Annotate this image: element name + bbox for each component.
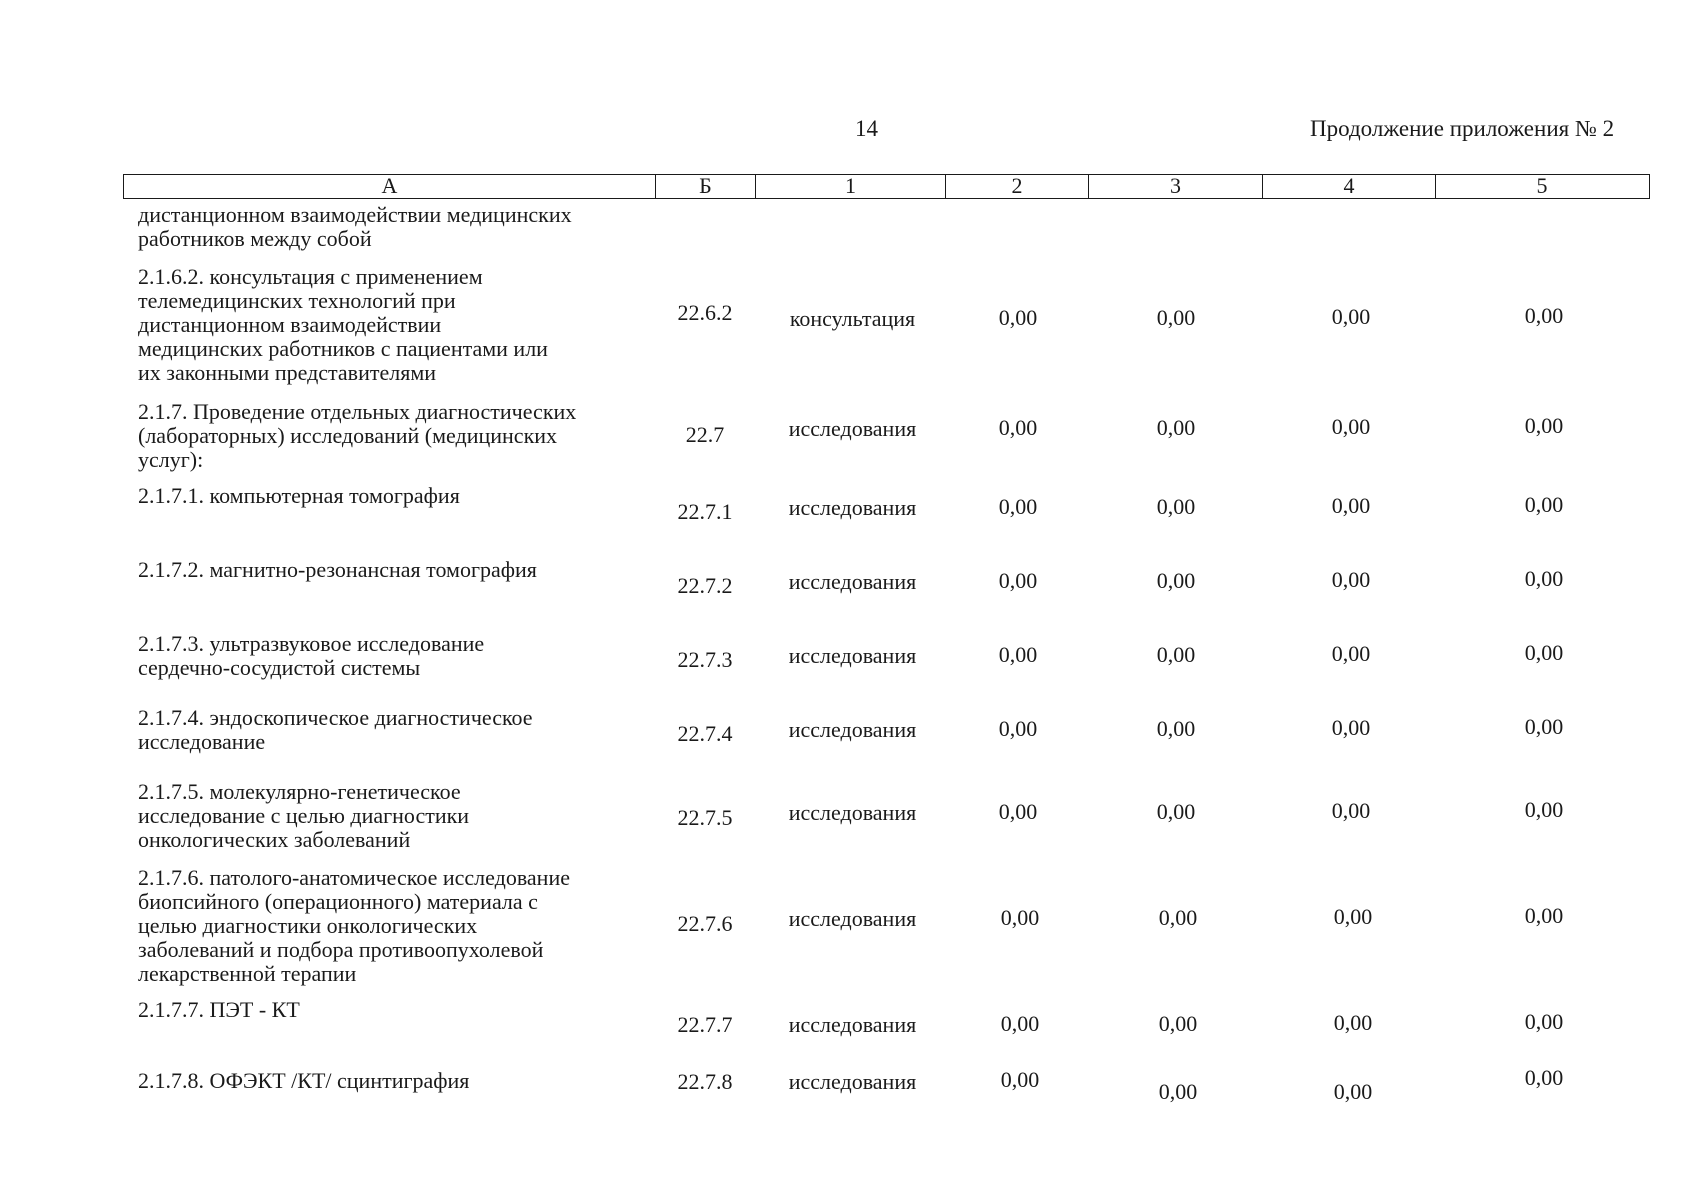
row-value-3: 0,00 <box>1156 642 1196 667</box>
row-value-5: 0,00 <box>1524 903 1564 928</box>
row-unit: исследования <box>788 1069 917 1094</box>
row-value-5: 0,00 <box>1524 714 1564 739</box>
row-name-line: их законными представителями <box>138 360 437 385</box>
row-name-line: 2.1.7.1. компьютерная томография <box>138 483 460 508</box>
row-unit: исследования <box>788 495 917 520</box>
row-name-line: 2.1.7.6. патолого-анатомическое исследование <box>138 865 570 890</box>
row-name-line: исследование <box>138 729 266 754</box>
row-value-4: 0,00 <box>1331 304 1371 329</box>
row-unit: исследования <box>788 569 917 594</box>
column-header-2: 2 <box>946 175 1089 198</box>
row-name-line: 2.1.7.4. эндоскопическое диагностическое <box>138 705 533 730</box>
row-code: 22.7.2 <box>677 573 733 598</box>
row-value-4: 0,00 <box>1331 567 1371 592</box>
row-code: 22.7 <box>685 422 725 447</box>
row-name <box>138 998 658 1022</box>
column-header-4: 4 <box>1263 175 1436 198</box>
row-name-line: дистанционном взаимодействии <box>138 312 442 337</box>
row-name <box>138 780 658 852</box>
row-name-line: 2.1.7.8. ОФЭКТ /КТ/ сцинтиграфия <box>138 1068 470 1093</box>
row-code: 22.7.1 <box>677 499 733 524</box>
row-value-2: 0,00 <box>998 716 1038 741</box>
row-unit: исследования <box>788 906 917 931</box>
appendix-note: Продолжение приложения № 2 <box>1310 116 1615 141</box>
row-value-4: 0,00 <box>1333 1079 1373 1104</box>
row-code: 22.7.8 <box>677 1069 733 1094</box>
row-value-3: 0,00 <box>1158 1011 1198 1036</box>
row-name-line: дистанционном взаимодействии медицинских <box>138 202 572 227</box>
row-unit: исследования <box>788 717 917 742</box>
row-name-line: работников между собой <box>138 226 372 251</box>
row-name <box>138 866 658 986</box>
row-name-line: 2.1.7.5. молекулярно-генетическое <box>138 779 461 804</box>
row-value-3: 0,00 <box>1158 1079 1198 1104</box>
row-value-5: 0,00 <box>1524 797 1564 822</box>
row-unit: исследования <box>788 800 917 825</box>
column-header-b: Б <box>656 175 756 198</box>
row-value-4: 0,00 <box>1333 1010 1373 1035</box>
row-code: 22.7.6 <box>677 911 733 936</box>
row-value-5: 0,00 <box>1524 1009 1564 1034</box>
row-name-line: (лабораторных) исследований (медицинских <box>138 423 558 448</box>
row-unit: исследования <box>788 416 917 441</box>
row-value-2: 0,00 <box>998 568 1038 593</box>
row-value-4: 0,00 <box>1331 798 1371 823</box>
row-name-line: заболеваний и подбора противоопухолевой <box>138 937 544 962</box>
row-name-line: целью диагностики онкологических <box>138 913 478 938</box>
row-value-2: 0,00 <box>998 305 1038 330</box>
row-value-2: 0,00 <box>998 494 1038 519</box>
row-name <box>138 484 658 508</box>
row-name <box>138 1069 658 1093</box>
row-name-line: 2.1.7. Проведение отдельных диагностических <box>138 399 577 424</box>
row-value-3: 0,00 <box>1156 305 1196 330</box>
row-code: 22.7.7 <box>677 1012 733 1037</box>
row-value-3: 0,00 <box>1156 494 1196 519</box>
column-header-a: А <box>124 175 656 198</box>
row-value-2: 0,00 <box>998 642 1038 667</box>
row-value-4: 0,00 <box>1331 641 1371 666</box>
column-header-5: 5 <box>1536 173 1548 198</box>
row-code: 22.7.5 <box>677 805 733 830</box>
row-unit: консультация <box>789 306 916 331</box>
row-value-5: 0,00 <box>1524 1065 1564 1090</box>
row-value-4: 0,00 <box>1331 493 1371 518</box>
row-value-4: 0,00 <box>1331 414 1371 439</box>
row-name <box>138 203 658 251</box>
row-value-2: 0,00 <box>998 799 1038 824</box>
row-name-line: услуг): <box>138 447 204 472</box>
row-value-5: 0,00 <box>1524 492 1564 517</box>
row-name-line: медицинских работников с пациентами или <box>138 336 548 361</box>
row-name-line: 2.1.7.3. ультразвуковое исследование <box>138 631 485 656</box>
row-value-2: 0,00 <box>1000 905 1040 930</box>
row-value-2: 0,00 <box>1000 1011 1040 1036</box>
row-name <box>138 632 658 680</box>
row-code: 22.7.4 <box>677 721 733 746</box>
row-name-line: биопсийного (операционного) материала с <box>138 889 538 914</box>
row-unit: исследования <box>788 643 917 668</box>
row-value-5: 0,00 <box>1524 640 1564 665</box>
row-name-line: 2.1.6.2. консультация с применением <box>138 264 483 289</box>
row-value-3: 0,00 <box>1156 799 1196 824</box>
row-name-line: исследование с целью диагностики <box>138 803 470 828</box>
row-name <box>138 558 658 582</box>
row-value-3: 0,00 <box>1156 568 1196 593</box>
row-value-4: 0,00 <box>1333 904 1373 929</box>
row-name-line: 2.1.7.7. ПЭТ - КТ <box>138 997 300 1022</box>
row-value-5: 0,00 <box>1524 566 1564 591</box>
row-name-line: лекарственной терапии <box>138 961 357 986</box>
row-name-line: сердечно-сосудистой системы <box>138 655 421 680</box>
row-value-5: 0,00 <box>1524 413 1564 438</box>
row-name-line: 2.1.7.2. магнитно-резонансная томография <box>138 557 537 582</box>
row-value-3: 0,00 <box>1156 716 1196 741</box>
row-value-2: 0,00 <box>1000 1067 1040 1092</box>
row-code: 22.7.3 <box>677 647 733 672</box>
row-name <box>138 706 658 754</box>
row-value-3: 0,00 <box>1156 415 1196 440</box>
row-name-line: онкологических заболеваний <box>138 827 411 852</box>
row-name <box>138 265 658 385</box>
row-value-2: 0,00 <box>998 415 1038 440</box>
row-value-3: 0,00 <box>1158 905 1198 930</box>
row-value-5: 0,00 <box>1524 303 1564 328</box>
row-unit: исследования <box>788 1012 917 1037</box>
column-header-3: 3 <box>1089 175 1263 198</box>
row-name-line: телемедицинских технологий при <box>138 288 456 313</box>
row-value-4: 0,00 <box>1331 715 1371 740</box>
column-header-1: 1 <box>756 175 946 198</box>
row-name <box>138 400 658 472</box>
page-number: 14 <box>855 116 878 141</box>
row-code: 22.6.2 <box>677 300 733 325</box>
